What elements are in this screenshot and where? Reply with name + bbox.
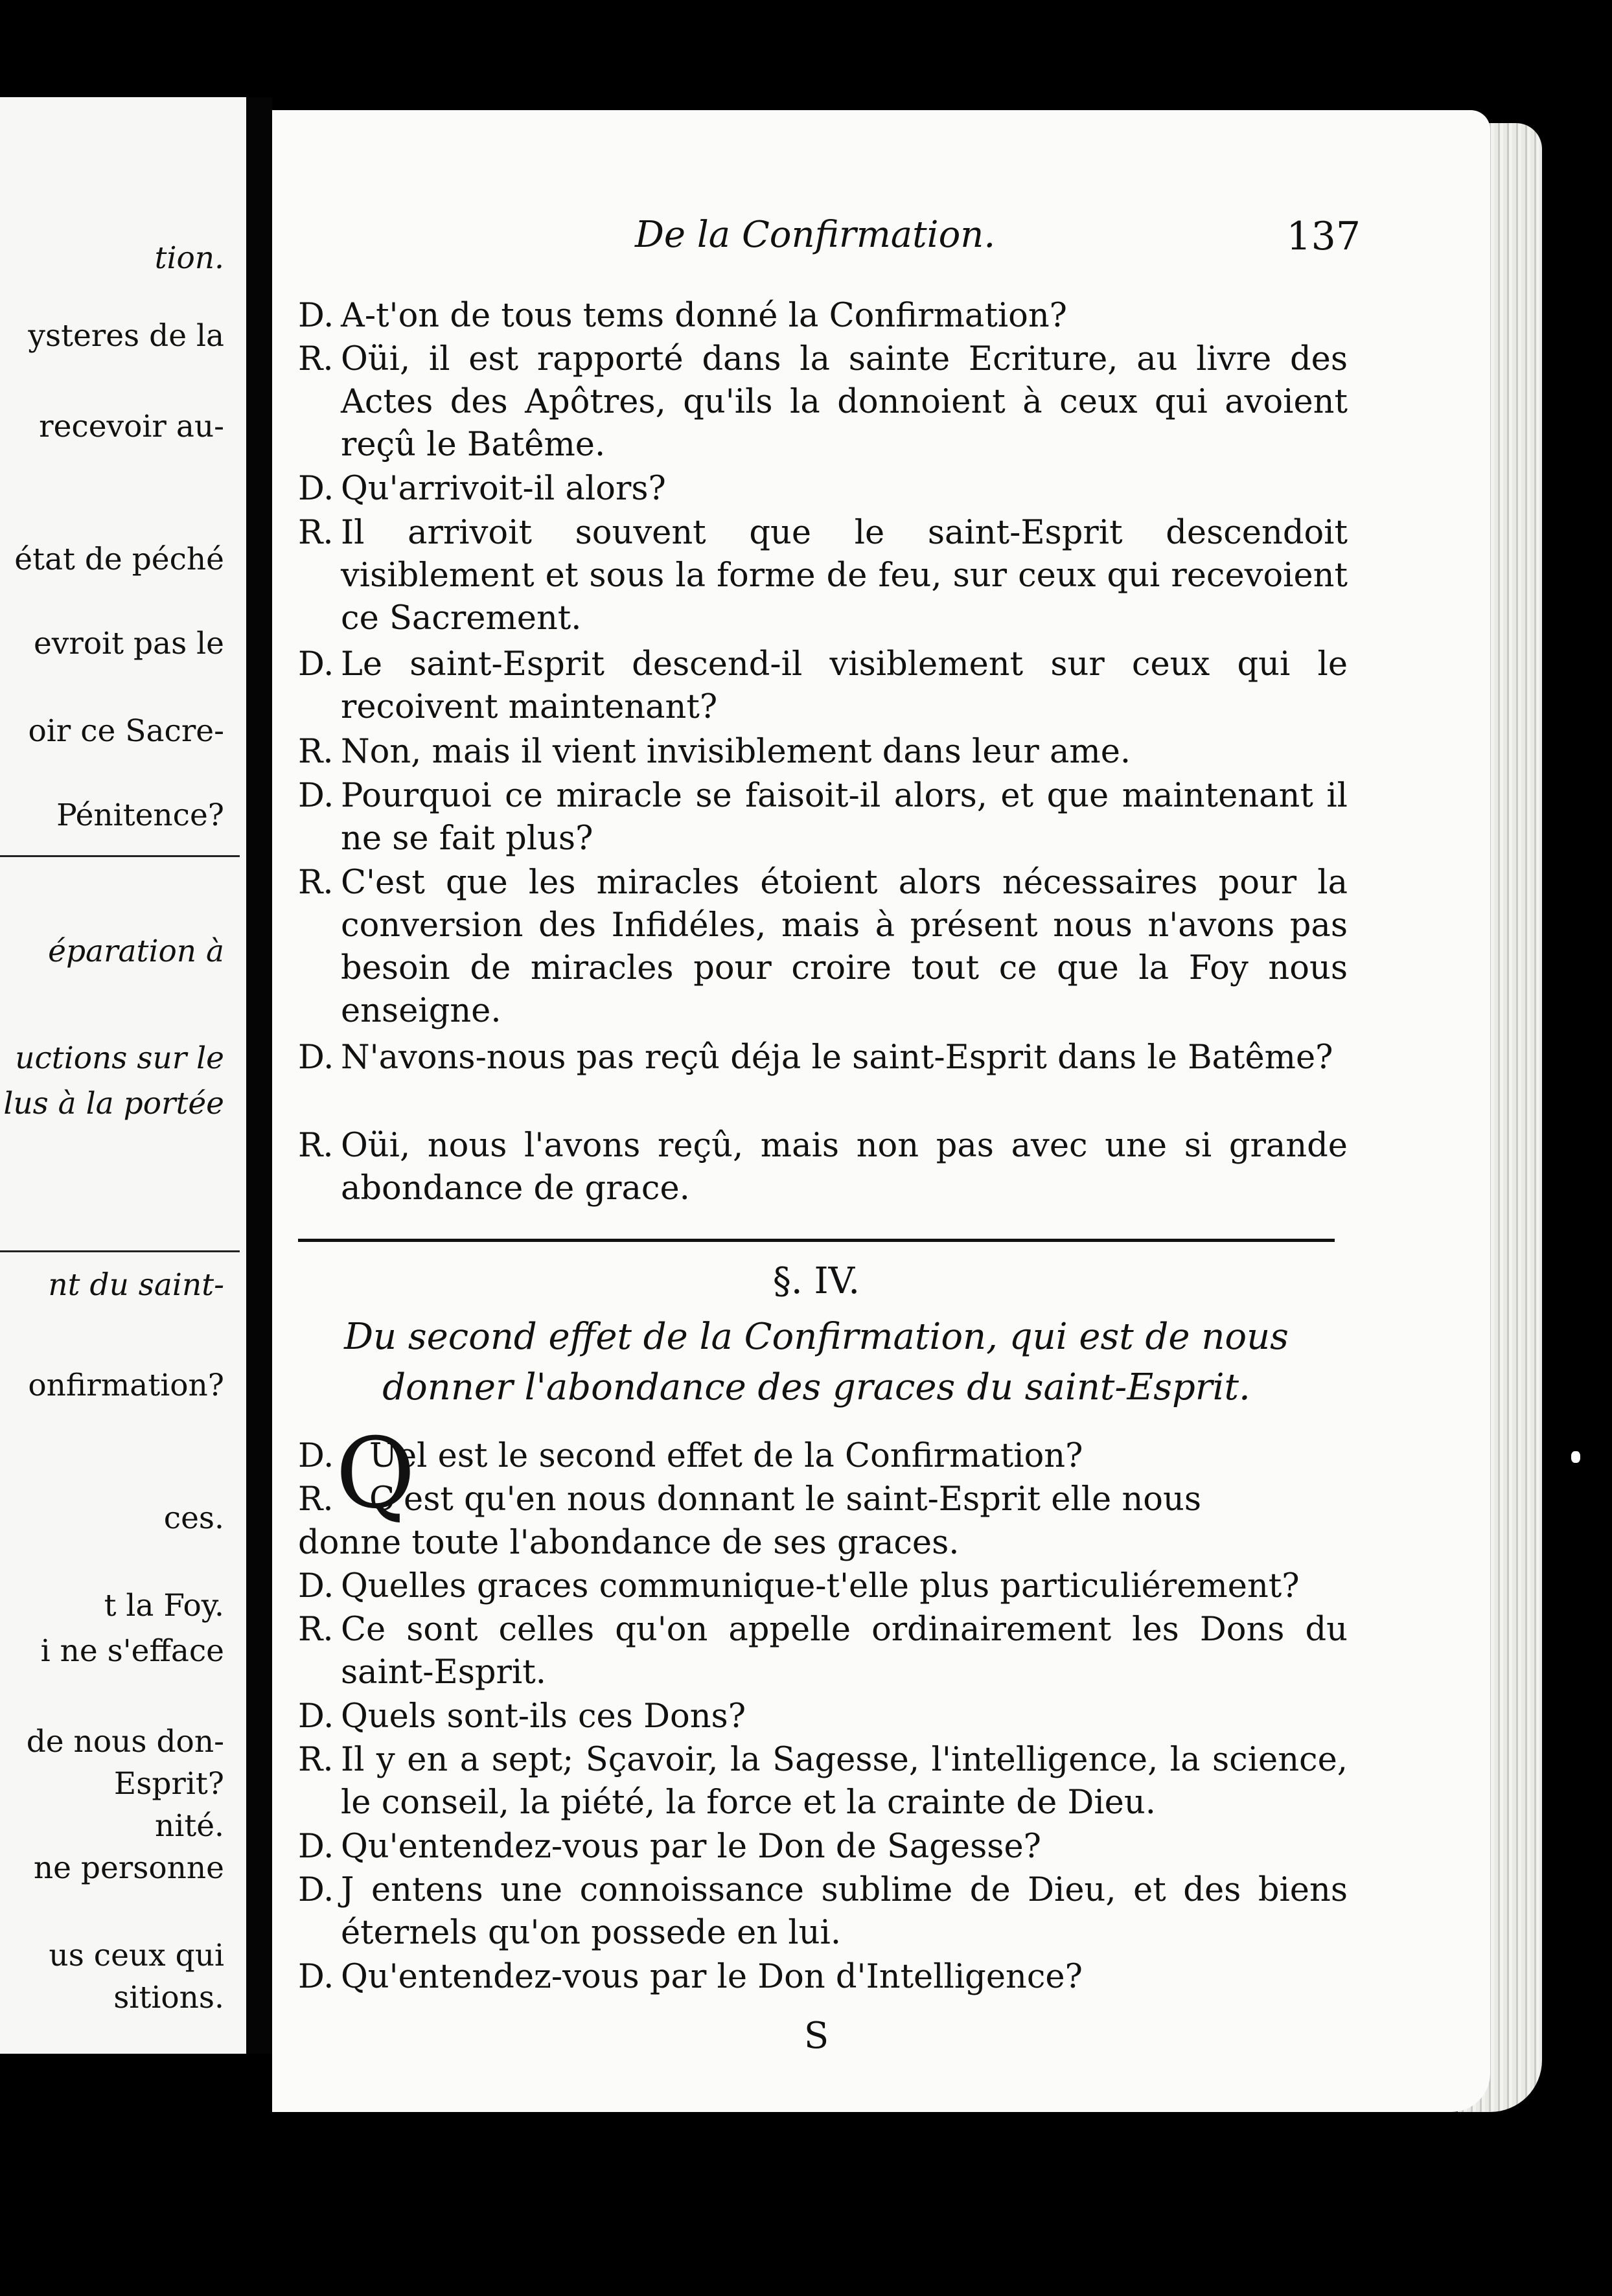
qa-text: Il arrivoit souvent que le saint-Esprit descendoit visiblement et sous la forme de feu, sur ceux qui recevoient ce Sacrement. (341, 514, 1348, 637)
left-page-line: nt du saint- (48, 1267, 224, 1303)
qa-label: R. (298, 1611, 334, 1649)
section-title: Du second effet de la Confirmation, qui est de nous donner l'abondance des graces du saint-Esprit. (344, 1316, 1289, 1408)
qa-label: D. (298, 470, 334, 508)
qa-text: C'est que les miracles étoient alors nécessaires pour la conversion des Infidéles, mais à présent nous n'avons pas besoin de miracles pour croire tout ce que la Foy nous enseigne. (341, 864, 1348, 1030)
qa-text: donne toute l'abondance de ses graces. (298, 1524, 960, 1562)
left-facing-page (0, 97, 250, 2054)
left-page-line: éparation à (48, 934, 224, 969)
qa-label: D. (298, 1039, 334, 1077)
qa-entry (298, 731, 1348, 774)
qa-label: R. (298, 514, 334, 552)
qa-entry (298, 1478, 1348, 1521)
book-spine (246, 97, 272, 2054)
qa-label: D. (298, 1567, 334, 1605)
qa-label: R. (298, 340, 334, 378)
page-number: 137 (1286, 214, 1361, 259)
drop-cap: Q (336, 1418, 415, 1530)
qa-entry (298, 1565, 1348, 1608)
left-page-line: tion. (154, 240, 224, 276)
page-speck (1571, 1451, 1580, 1463)
left-page-line: evroit pas le (33, 626, 224, 661)
qa-label: D. (298, 1871, 334, 1909)
qa-label: D. (298, 1828, 334, 1866)
qa-entry (298, 468, 1348, 511)
qa-text: Quels sont-ils ces Dons? (341, 1697, 746, 1736)
left-page-line: us ceux qui (49, 1938, 224, 1973)
signature-mark: S (803, 2015, 829, 2057)
left-page-line: lus à la portée (3, 1086, 224, 1121)
left-page-line: i ne s'efface (40, 1633, 224, 1669)
left-page-line: uctions sur le (15, 1040, 224, 1076)
qa-entry (298, 338, 1348, 466)
qa-text: Il y en a sept; Sçavoir, la Sagesse, l'intelligence, la science, le conseil, la piété, la force et la crainte de Dieu. (341, 1741, 1348, 1822)
qa-label: R. (298, 864, 334, 902)
section-rule (298, 1239, 1335, 1242)
qa-entry (298, 1739, 1348, 1824)
qa-text: Qu'arrivoit-il alors? (341, 470, 666, 508)
qa-label: R. (298, 1741, 334, 1779)
left-page-line: état de péché (14, 542, 224, 577)
qa-label: D. (298, 645, 334, 683)
left-page-line: Esprit? (113, 1766, 224, 1802)
qa-entry (298, 295, 1348, 338)
qa-label: D. (298, 1958, 334, 1996)
left-page-line: oir ce Sacre- (28, 713, 224, 749)
qa-text: Pourquoi ce miracle se faisoit-il alors, et que maintenant il ne se fait plus? (341, 777, 1348, 858)
qa-entry (298, 1956, 1348, 1999)
running-title: De la Confirmation. (635, 214, 996, 256)
qa-text: J entens une connoissance sublime de Dieu, et des biens éternels qu'on possede en lui. (341, 1871, 1348, 1952)
qa-entry (298, 1609, 1348, 1694)
qa-label: R. (298, 1480, 334, 1519)
left-page-line: t la Foy. (104, 1588, 224, 1624)
qa-entry (298, 1826, 1348, 1868)
qa-text: Ce sont celles qu'on appelle ordinairement les Dons du saint-Esprit. (341, 1611, 1348, 1692)
qa-entry (298, 643, 1348, 729)
qa-label: D. (298, 1697, 334, 1736)
qa-text: Uel est le second effet de la Confirmation? (369, 1437, 1083, 1475)
qa-entry (298, 862, 1348, 1033)
qa-text: Quelles graces communique-t'elle plus particuliérement? (341, 1567, 1300, 1605)
qa-text: Qu'entendez-vous par le Don de Sagesse? (341, 1828, 1041, 1866)
left-page-line: de nous don- (26, 1724, 224, 1760)
qa-text: C'est qu'en nous donnant le saint-Esprit elle nous (369, 1480, 1202, 1519)
qa-entry (298, 1125, 1348, 1210)
qa-entry (298, 1695, 1348, 1738)
qa-label: D. (298, 1437, 334, 1475)
left-page-line: sitions. (113, 1980, 224, 2015)
qa-entry (298, 1037, 1348, 1079)
qa-text: Le saint-Esprit descend-il visiblement sur ceux qui le recoivent maintenant? (341, 645, 1348, 726)
qa-text: Qu'entendez-vous par le Don d'Intelligence? (341, 1958, 1083, 1996)
left-page-line: recevoir au- (39, 409, 224, 444)
qa-entry (298, 1435, 1348, 1478)
left-page-line: Pénitence? (56, 798, 224, 833)
qa-text: A-t'on de tous tems donné la Confirmation? (341, 297, 1068, 335)
qa-text: Oüi, il est rapporté dans la sainte Ecriture, au livre des Actes des Apôtres, qu'ils la donnoient à ceux qui avoient reçû le Batême. (341, 340, 1348, 464)
qa-label: D. (298, 297, 334, 335)
left-page-line: nité. (155, 1808, 224, 1844)
qa-text: Oüi, nous l'avons reçû, mais non pas avec une si grande abondance de grace. (341, 1127, 1348, 1208)
section-number: §. IV. (772, 1260, 860, 1302)
qa-entry (298, 775, 1348, 860)
qa-label: R. (298, 1127, 334, 1165)
left-page-line: ne personne (33, 1850, 224, 1886)
left-page-line: ysteres de la (28, 318, 224, 354)
qa-label: D. (298, 777, 334, 815)
qa-label: R. (298, 733, 334, 771)
left-page-rule (0, 1250, 240, 1252)
qa-entry (298, 512, 1348, 640)
qa-text: Non, mais il vient invisiblement dans leur ame. (341, 733, 1131, 771)
left-page-line: ces. (163, 1500, 224, 1536)
qa-text: N'avons-nous pas reçû déja le saint-Esprit dans le Batême? (341, 1039, 1333, 1077)
qa-entry (298, 1522, 1348, 1565)
running-head (363, 214, 1361, 259)
left-page-rule (0, 855, 240, 857)
left-page-line: onfirmation? (28, 1368, 224, 1403)
qa-entry (298, 1869, 1348, 1955)
